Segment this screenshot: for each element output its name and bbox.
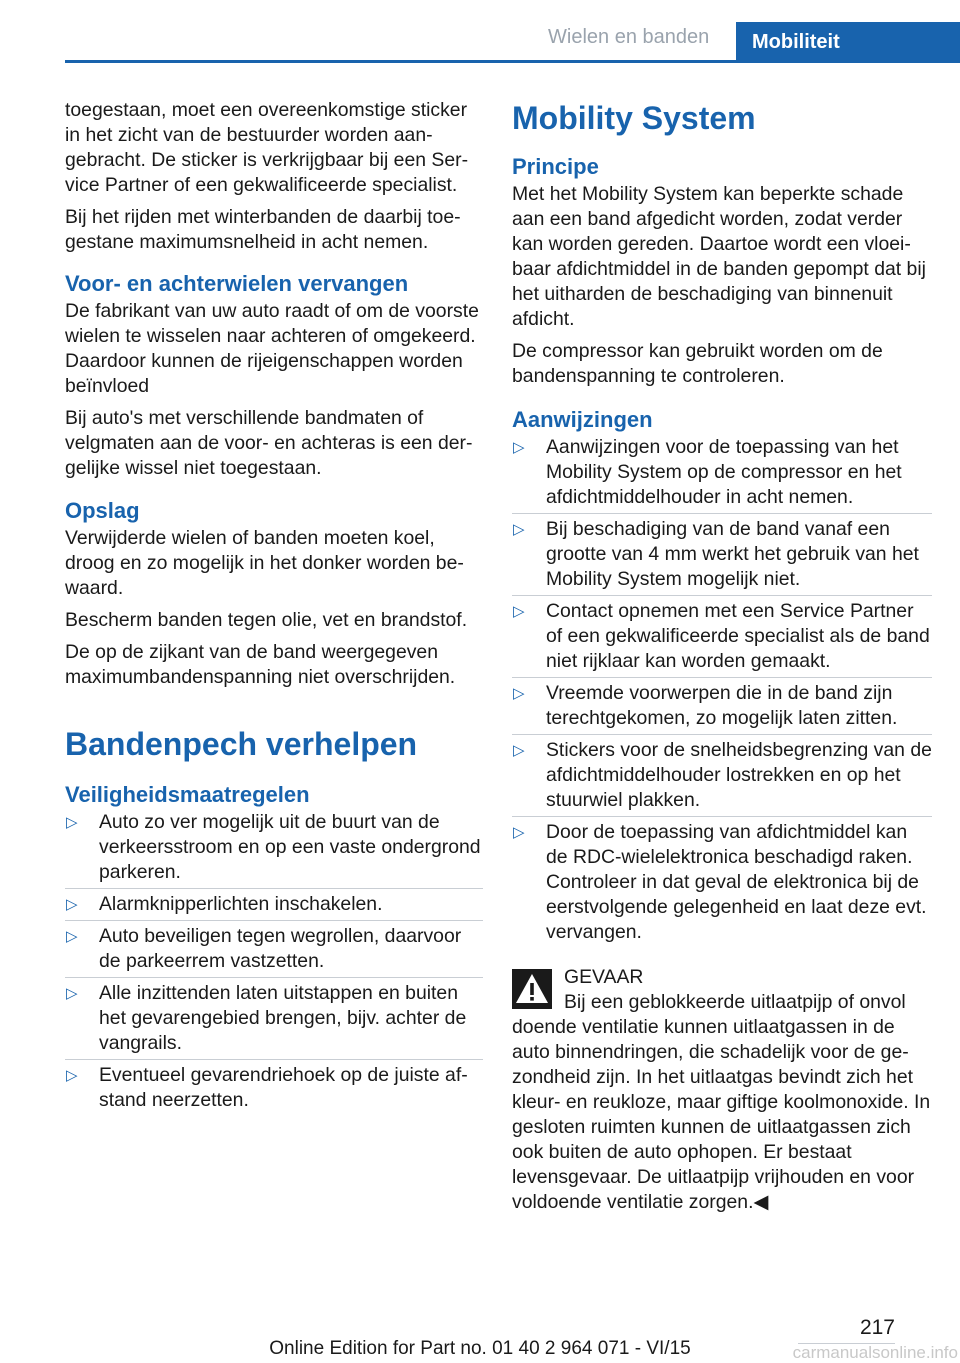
paragraph: Verwijderde wielen of banden moeten koel, droog en zo mogelijk in het donker worden bewaard. [65,527,464,599]
triangle-right-icon: ▷ [513,521,525,538]
list-item: ▷ Eventueel gevarendriehoek op de juiste afstand neerzetten. [66,1064,468,1111]
divider [512,595,932,596]
list-item: ▷ Auto beveiligen tegen wegrollen, daarvoor de parkeerrem vastzetten. [65,924,483,974]
warning-text-first-line: Bij een geblokkeerde uitlaatpijp of onvol [564,991,906,1013]
paragraph: Met het Mobility System kan beperkte schade aan een band afgedicht worden, zodat verder kan worden gereden. Daartoe wordt een vloeibaar afdichtmiddel in de banden gepompt dat bij het uitharden de beschadiging van binnenuit afdicht. [512,183,926,330]
right-column [512,98,932,1215]
page-number: 217 [859,1316,895,1339]
header-rule [65,60,960,63]
heading-mobility-system: Mobility System [512,100,756,136]
warning-text: doende ventilatie kunnen uitlaatgassen in de auto binnendringen, die schadelijk voor de gezondheid zijn. In het uitlaatgas bevindt zich het kleur- en reukloze, maar giftige koolmonoxide. In gesloten ruimten kunnen de uitlaatgassen zich ook buiten de auto ophopen. Er bestaat levensgevaar. De uitlaatpijp vrijhouden en voor voldoende ventilatie zorgen.◀ [512,1016,931,1213]
list-item: ▷ Vreemde voorwerpen die in de band zijn terechtgekomen, zo mogelijk laten zitten. [512,681,932,731]
warning-triangle-icon [512,969,552,1009]
triangle-right-icon: ▷ [66,985,78,1002]
left-column [65,98,483,1113]
triangle-right-icon: ▷ [66,814,78,831]
list-item: ▷ Bij beschadiging van de band vanaf een grootte van 4 mm werkt het gebruik van het Mobility System mogelijk niet. [512,517,932,592]
watermark: carmanualsonline.info [792,1343,958,1362]
divider [512,734,932,735]
active-tab[interactable]: Mobiliteit [736,22,960,62]
list-item: ▷ Auto zo ver mogelijk uit de buurt van de verkeersstroom en op een vaste ondergrond parkeren. [65,810,483,885]
divider [512,816,932,817]
heading-notes: Aanwijzingen [512,407,653,432]
triangle-right-icon: ▷ [66,1067,78,1084]
paragraph: Bij het rijden met winterbanden de daarbij toegestane maximumsnelheid in acht nemen. [65,206,461,253]
paragraph: Bij auto's met verschillende bandmaten of velgmaten aan de voor- en achteras is een dergelijke wissel niet toegestaan. [65,407,473,479]
triangle-right-icon: ▷ [66,928,78,945]
paragraph: De compressor kan gebruikt worden om de bandenspanning te controleren. [512,340,883,387]
paragraph: toegestaan, moet een overeenkomstige sticker in het zicht van de bestuurder worden aangebracht. De sticker is verkrijgbaar bij een Service Partner of een gekwalificeerde specialist. [65,99,469,196]
list-item: ▷ Alarmknipperlichten inschakelen. [65,892,483,917]
triangle-right-icon: ▷ [513,685,525,702]
divider [512,677,932,678]
list-item: ▷ Alle inzittenden laten uitstappen en buiten het gevarengebied brengen, bijv. achter de vangrails. [65,981,483,1056]
danger-warning [512,965,932,1215]
paragraph: Bescherm banden tegen olie, vet en brandstof. [65,609,468,631]
divider [65,888,483,889]
heading-safety: Veiligheidsmaatregelen [65,782,310,807]
page-header [0,0,960,62]
triangle-right-icon: ▷ [513,742,525,759]
heading-storage: Opslag [65,498,140,523]
divider [65,977,483,978]
heading-flat-tire: Bandenpech verhelpen [65,726,418,762]
list-item: ▷ Aanwijzingen voor de toepassing van het Mobility System op de compressor en het afdichtmiddelhouder in acht nemen. [512,435,932,510]
triangle-right-icon: ▷ [66,896,78,913]
triangle-right-icon: ▷ [513,439,525,456]
heading-principle: Principe [512,154,599,179]
list-item: ▷ Stickers voor de snelheidsbegrenzing van de afdichtmiddelhouder lostrekken en op het stuurwiel plakken. [512,738,932,813]
divider [512,513,932,514]
section-tab[interactable]: Wielen en banden [548,26,710,48]
list-item: ▷ Contact opnemen met een Service Partner of een gekwalificeerde specialist als de band niet rijklaar kan worden gemaakt. [512,599,932,674]
triangle-right-icon: ▷ [513,824,525,841]
heading-wheels-swap: Voor- en achterwielen vervangen [65,271,409,296]
divider [65,1059,483,1060]
warning-title: GEVAAR [564,966,644,988]
divider [65,920,483,921]
notes-list [512,435,932,945]
list-item: ▷ Door de toepassing van afdichtmiddel kan de RDC-wielelektronica beschadigd raken. Controleer in dat geval de elektronica bij de eerstvolgende gelegenheid en laat deze evt. vervangen. [513,821,927,943]
triangle-right-icon: ▷ [513,603,525,620]
safety-list [65,810,483,1113]
paragraph: De fabrikant van uw auto raadt of om de voorste wielen te wisselen naar achteren of omgekeerd. Daardoor kunnen de rijeigenschappen worden beïnvloed [65,300,479,397]
paragraph: De op de zijkant van de band weergegeven maximumbandenspanning niet overschrijden. [65,641,456,688]
edition-line: Online Edition for Part no. 01 40 2 964 071 - VI/15 [269,1338,691,1359]
